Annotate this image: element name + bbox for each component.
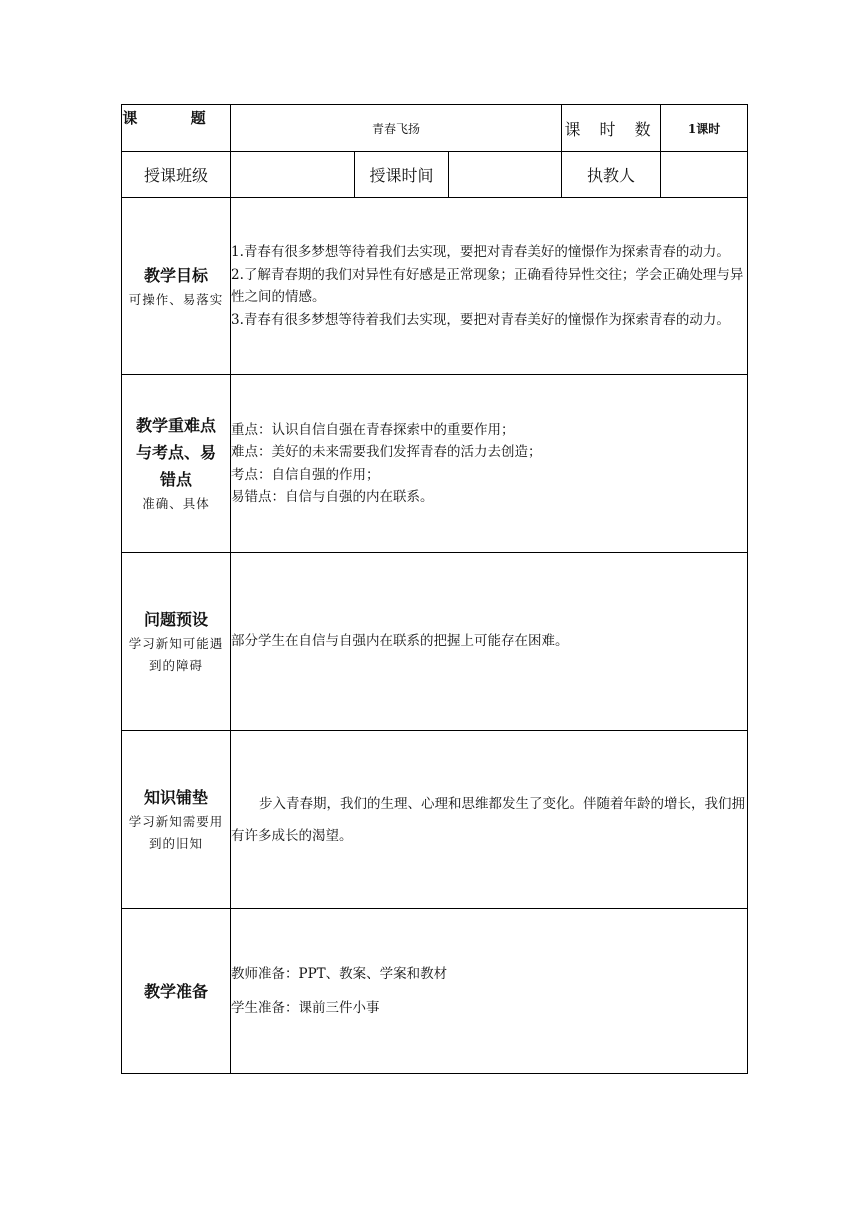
section-problems (122, 553, 748, 731)
lesson-plan-table (121, 104, 748, 1074)
time-label: 授课时间 (355, 152, 449, 198)
content-line: 步入青春期，我们的生理、心理和思维都发生了变化。伴随着年龄的增长，我们拥有许多成长的渴望。 (231, 795, 745, 844)
section-sublabel: 学习新知可能遇到的障碍 (128, 636, 224, 673)
section-label: 知识铺垫 (143, 788, 208, 807)
content-line: 2.了解青春期的我们对异性有好感是正常现象；正确看待异性交往；学会正确处理与异性之间的情感。 (231, 266, 744, 305)
section-label-cell (122, 731, 231, 909)
section-content (231, 375, 748, 553)
section-content (231, 909, 748, 1074)
section-label: 教学重难点与考点、易错点 (135, 416, 216, 489)
class-label: 授课班级 (122, 152, 231, 198)
section-label-cell (122, 909, 231, 1074)
topic-value: 青春飞扬 (231, 105, 562, 152)
section-content (231, 553, 748, 731)
topic-row (122, 105, 748, 152)
teacher-value (661, 152, 748, 198)
content-line: 难点：美好的未来需要我们发挥青春的活力去创造； (231, 444, 542, 460)
section-label: 问题预设 (143, 610, 208, 629)
section-sublabel: 可操作、易落实 (128, 291, 224, 307)
section-label-cell (122, 375, 231, 553)
section-objectives (122, 198, 748, 375)
section-key-points (122, 375, 748, 553)
period-label: 课 时 数 (562, 105, 661, 152)
class-info-row (122, 152, 748, 198)
content-line: 教师准备：PPT、教案、学案和教材 (231, 965, 448, 982)
period-value: 1课时 (661, 105, 748, 152)
section-label-cell (122, 553, 231, 731)
section-content (231, 731, 748, 909)
content-line: 3.青春有很多梦想等待着我们去实现，要把对青春美好的憧憬作为探索青春的动力。 (231, 311, 730, 328)
content-line: 部分学生在自信与自强内在联系的把握上可能存在困难。 (231, 633, 569, 650)
section-content (231, 198, 748, 375)
teacher-label: 执教人 (562, 152, 661, 198)
time-value (449, 152, 562, 198)
section-sublabel: 准确、具体 (142, 496, 210, 511)
section-preparation (122, 909, 748, 1074)
section-label: 教学准备 (143, 981, 208, 1001)
content-line: 重点：认识自信自强在青春探索中的重要作用； (231, 421, 515, 438)
content-line: 考点：自信自强的作用； (231, 466, 380, 483)
section-sublabel: 学习新知需要用到的旧知 (128, 814, 224, 851)
section-prior-knowledge (122, 731, 748, 909)
class-value (231, 152, 355, 198)
section-label-cell (122, 198, 231, 375)
content-line: 易错点：自信与自强的内在联系。 (231, 489, 434, 505)
section-label: 教学目标 (143, 265, 208, 285)
content-line: 1.青春有很多梦想等待着我们去实现，要把对青春美好的憧憬作为探索青春的动力。 (231, 244, 730, 260)
content-line: 学生准备：课前三件小事 (231, 1000, 380, 1016)
topic-label: 课 题 (122, 105, 231, 152)
